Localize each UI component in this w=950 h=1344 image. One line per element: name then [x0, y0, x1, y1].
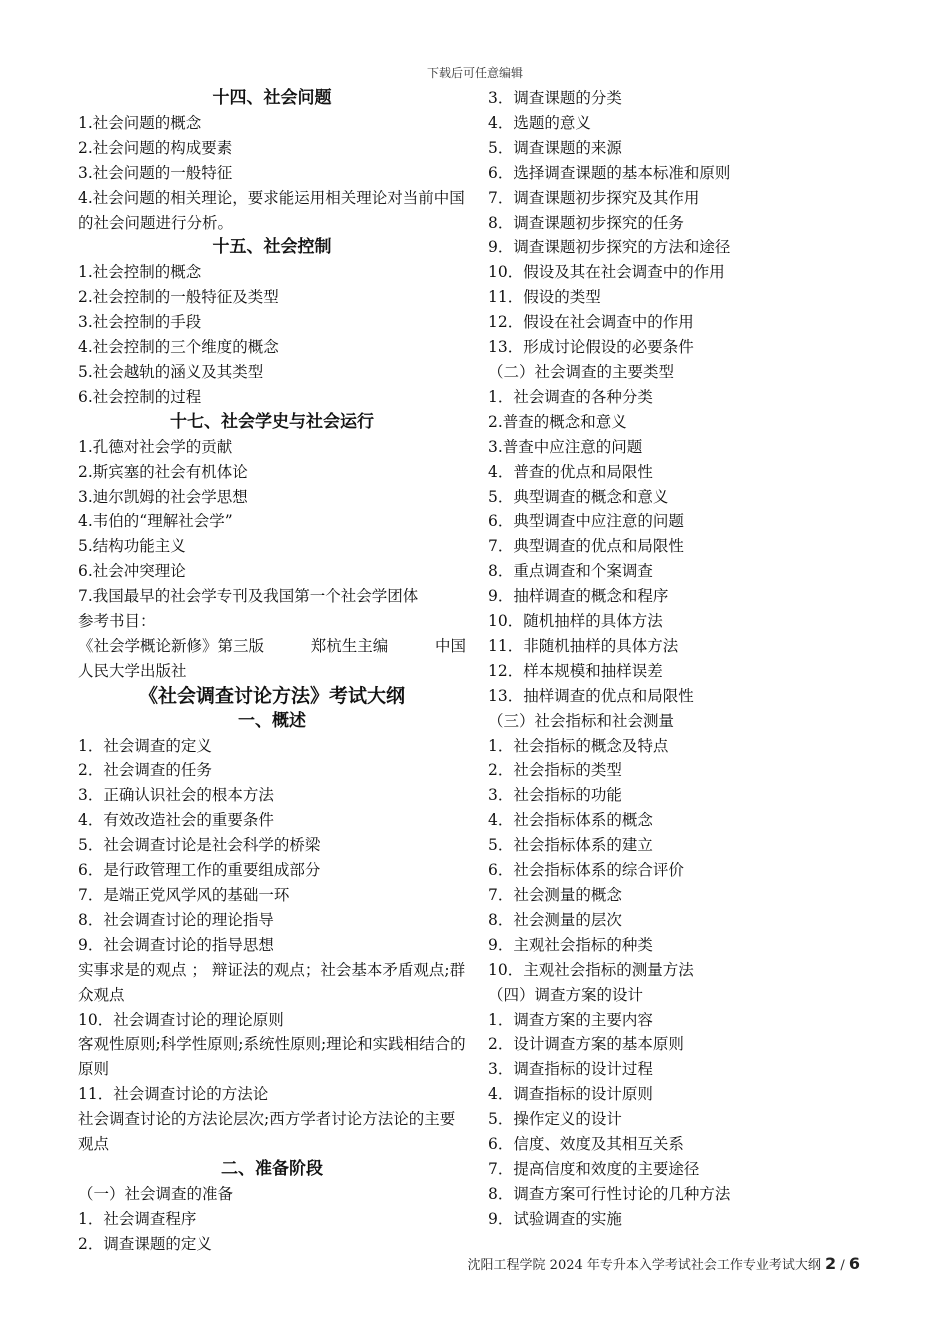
- list-item: 1．社会调查程序: [78, 1209, 197, 1228]
- list-item: 8．重点调查和个案调查: [488, 562, 653, 581]
- list-item: 3．社会指标的功能: [488, 786, 622, 805]
- list-item: 11．假设的类型: [488, 288, 601, 307]
- list-item: 8．调查课题初步探究的任务: [488, 213, 684, 232]
- list-item: 5．典型调查的概念和意义: [488, 487, 669, 506]
- list-item: 3．调查指标的设计过程: [488, 1060, 653, 1079]
- list-item: 7．社会测量的概念: [488, 886, 622, 904]
- list-item: 5．社会指标体系的建立: [488, 836, 653, 855]
- list-item: 5．调查课题的来源: [488, 138, 622, 157]
- header-note: 下载后可任意编辑: [426, 66, 523, 80]
- list-item: 6．信度、效度及其相互关系: [488, 1135, 684, 1154]
- list-item: 2.普查的概念和意义: [488, 412, 627, 431]
- list-item: 1．社会调查的定义: [78, 736, 212, 755]
- list-item: 6．典型调查中应注意的问题: [488, 512, 684, 531]
- list-item: 4．调查指标的设计原则: [488, 1085, 653, 1104]
- list-item: 4．选题的意义: [488, 113, 591, 132]
- list-item: 4.社会问题的相关理论，要求能运用相关理论对当前中国的社会问题进行分析。: [78, 188, 465, 232]
- list-item: 4．有效改造社会的重要条件: [78, 811, 274, 830]
- list-item: 13．形成讨论假设的必要条件: [488, 338, 694, 357]
- page-total: 6: [848, 1254, 860, 1273]
- list-item: 10．假设及其在社会调查中的作用: [488, 263, 725, 282]
- section-heading: 一、概述: [238, 710, 306, 731]
- paragraph: 客观性原则;科学性原则;系统性原则;理论和实践相结合的原则: [78, 1035, 466, 1079]
- list-item: 7．是端正党风学风的基础一环: [78, 886, 290, 904]
- list-item: 1.社会问题的概念: [78, 113, 202, 132]
- subsection-heading: （一）社会调查的准备: [78, 1184, 234, 1203]
- right-column: [488, 86, 888, 1232]
- list-item: 2．社会调查的任务: [78, 761, 212, 780]
- list-item: 3.普查中应注意的问题: [488, 437, 643, 456]
- list-item: 3.迪尔凯姆的社会学思想: [78, 487, 248, 506]
- list-item: 7．提高信度和效度的主要途径: [488, 1159, 700, 1178]
- subsection-heading: （三）社会指标和社会测量: [488, 711, 675, 730]
- list-item: 2．调查课题的定义: [78, 1234, 212, 1253]
- list-item: 10．社会调查讨论的理论原则: [78, 1010, 284, 1029]
- list-item: 5．操作定义的设计: [488, 1110, 622, 1129]
- document-title: 《社会调查讨论方法》考试大纲: [138, 684, 405, 707]
- list-item: 6.社会冲突理论: [78, 562, 186, 581]
- reference-line: [78, 634, 466, 659]
- list-item: 2．社会指标的类型: [488, 761, 622, 780]
- list-item: 12．样本规模和抽样误差: [488, 661, 663, 680]
- list-item: 1．社会调查的各种分类: [488, 387, 653, 406]
- paragraph: 实事求是的观点 ； 辩证法的观点；社会基本矛盾观点;群众观点: [78, 960, 466, 1004]
- subsection-heading: （四）调查方案的设计: [488, 985, 644, 1004]
- list-item: 9．社会调查讨论的指导思想: [78, 935, 274, 954]
- list-item: 12．假设在社会调查中的作用: [488, 313, 694, 332]
- list-item: 1．社会指标的概念及特点: [488, 736, 669, 755]
- list-item: 2.社会问题的构成要素: [78, 138, 233, 157]
- reference-publisher-cont: 人民大学出版社: [78, 661, 187, 680]
- list-item: 2.斯宾塞的社会有机体论: [78, 462, 248, 481]
- list-item: 11．非随机抽样的具体方法: [488, 636, 679, 655]
- reference-publisher: 中国: [434, 636, 466, 655]
- section-heading: 十四、社会问题: [212, 88, 332, 108]
- section-heading: 十五、社会控制: [212, 237, 332, 258]
- list-item: 4.社会控制的三个维度的概念: [78, 338, 279, 357]
- footer-text: 沈阳工程学院 2024 年专升本入学考试社会工作专业考试大纲: [467, 1258, 821, 1273]
- list-item: 10．主观社会指标的测量方法: [488, 960, 694, 979]
- reference-label: 参考书目：: [78, 612, 156, 631]
- list-item: 7．调查课题初步探究及其作用: [488, 188, 700, 207]
- list-item: 4．社会指标体系的概念: [488, 811, 653, 830]
- list-item: 13．抽样调查的优点和局限性: [488, 686, 694, 705]
- list-item: 1.社会控制的概念: [78, 263, 202, 282]
- list-item: 3．正确认识社会的根本方法: [78, 786, 274, 805]
- list-item: 6．社会指标体系的综合评价: [488, 861, 684, 880]
- left-column: [78, 86, 466, 1257]
- list-item: 7.我国最早的社会学专刊及我国第一个社会学团体: [78, 587, 419, 606]
- list-item: 9．主观社会指标的种类: [488, 935, 653, 954]
- subsection-heading: （二）社会调查的主要类型: [488, 362, 675, 381]
- list-item: 3.社会问题的一般特征: [78, 163, 233, 182]
- list-item: 11．社会调查讨论的方法论: [78, 1085, 269, 1104]
- list-item: 6．是行政管理工作的重要组成部分: [78, 861, 321, 880]
- list-item: 9．试验调查的实施: [488, 1209, 622, 1228]
- list-item: 4．普查的优点和局限性: [488, 462, 653, 481]
- list-item: 1.孔德对社会学的贡献: [78, 437, 233, 456]
- list-item: 5.社会越轨的涵义及其类型: [78, 362, 264, 381]
- list-item: 5.结构功能主义: [78, 537, 186, 556]
- list-item: 8．调查方案可行性讨论的几种方法: [488, 1184, 731, 1203]
- list-item: 7．典型调查的优点和局限性: [488, 537, 684, 556]
- page-separator: /: [840, 1258, 845, 1273]
- list-item: 2.社会控制的一般特征及类型: [78, 288, 279, 307]
- list-item: 3．调查课题的分类: [488, 89, 622, 107]
- page-footer: [468, 1254, 860, 1273]
- list-item: 5．社会调查讨论是社会科学的桥梁: [78, 836, 321, 855]
- list-item: 3.社会控制的手段: [78, 313, 202, 332]
- list-item: 2．设计调查方案的基本原则: [488, 1035, 684, 1054]
- paragraph: 社会调查讨论的方法论层次;西方学者讨论方法论的主要观点: [78, 1110, 456, 1154]
- list-item: 1．调查方案的主要内容: [488, 1010, 653, 1029]
- list-item: 9．抽样调查的概念和程序: [488, 587, 669, 606]
- list-item: 8．社会测量的层次: [488, 910, 622, 929]
- list-item: 9．调查课题初步探究的方法和途径: [488, 238, 731, 257]
- list-item: 6．选择调查课题的基本标准和原则: [488, 163, 731, 182]
- list-item: 8．社会调查讨论的理论指导: [78, 910, 274, 929]
- reference-editor: 郑杭生主编: [310, 636, 389, 655]
- section-heading: 十七、社会学史与社会运行: [170, 411, 374, 432]
- list-item: 6.社会控制的过程: [78, 387, 202, 406]
- section-heading: 二、准备阶段: [221, 1158, 323, 1179]
- list-item: 4.韦伯的“理解社会学”: [78, 512, 233, 531]
- page-number: 2: [825, 1254, 837, 1273]
- list-item: 10．随机抽样的具体方法: [488, 612, 663, 631]
- reference-book: 《社会学概论新修》第三版: [78, 636, 265, 655]
